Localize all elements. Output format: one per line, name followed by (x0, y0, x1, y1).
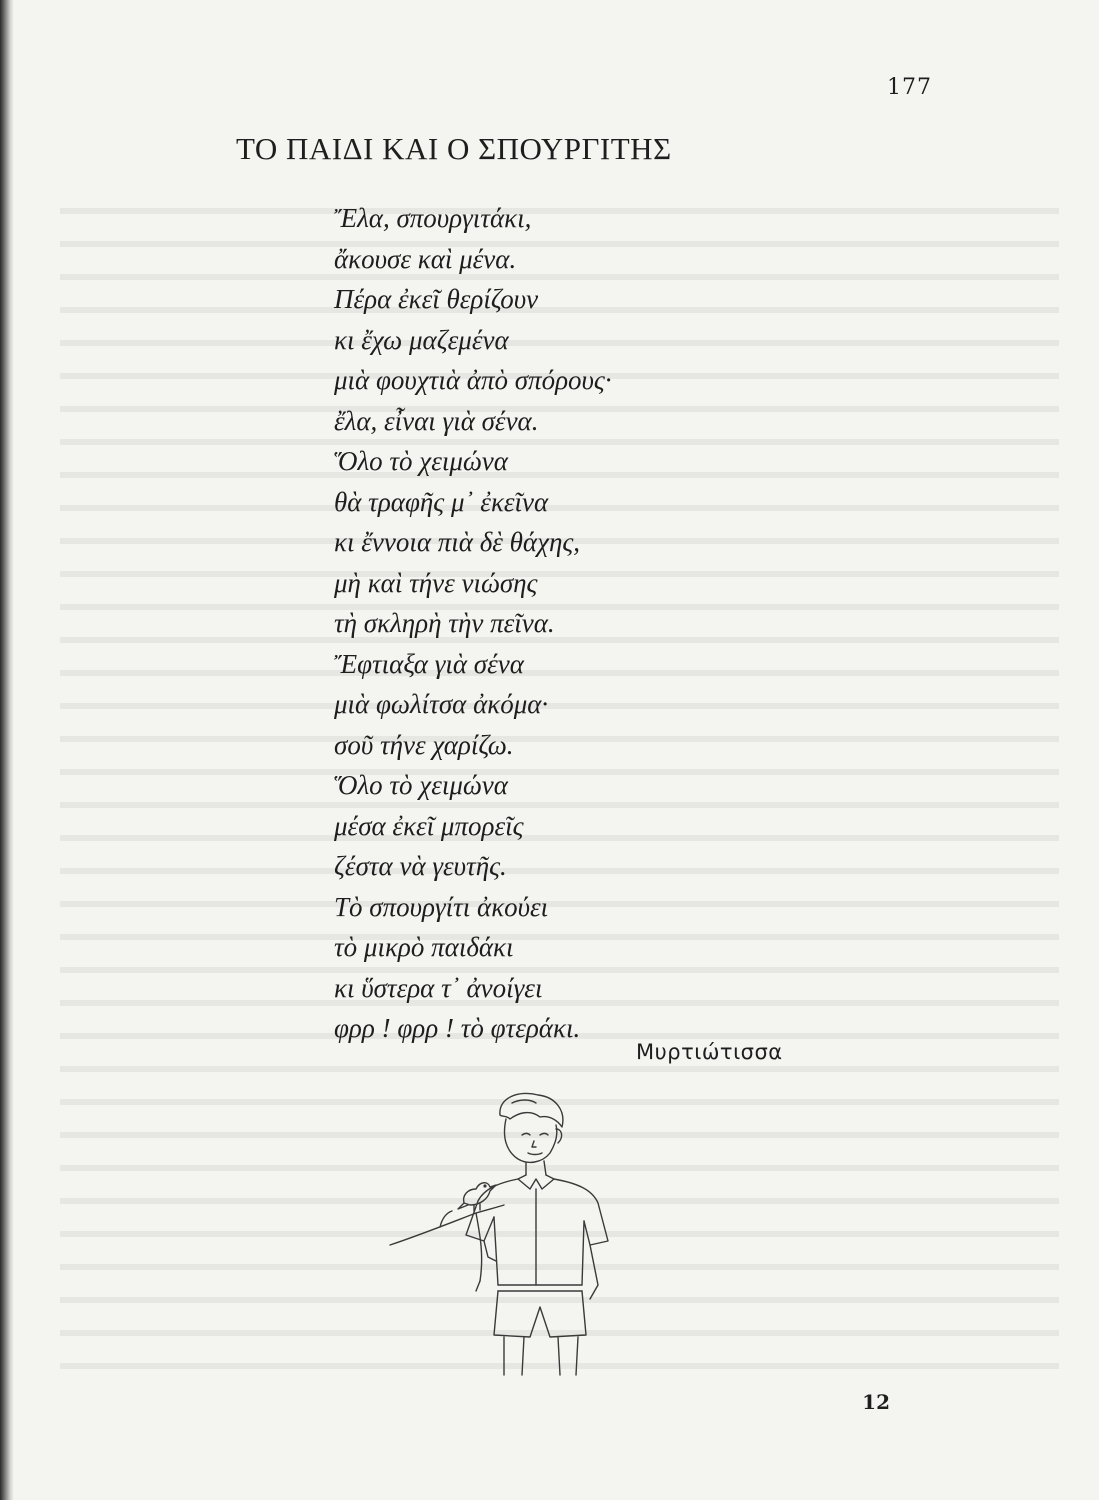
boy-with-sparrow-illustration (380, 1085, 660, 1380)
poem-line: μὴ καὶ τήνε νιώσης (334, 567, 538, 598)
poem-line: ἔλα, εἶναι γιὰ σένα. (334, 405, 539, 436)
poem-line: κι ἔννοια πιὰ δὲ θάχης, (334, 527, 581, 557)
poem-line: μιὰ φωλίτσα ἀκόμα· (334, 689, 549, 719)
poem-line: Ὅλο τὸ χειμώνα (334, 770, 508, 800)
signature-mark: 12 (862, 1390, 890, 1414)
poem-line: Ἔλα, σπουργιτάκι, (334, 203, 532, 233)
poem-line: μιὰ φουχτιὰ ἀπὸ σπόρους· (334, 365, 612, 395)
poem-line: Τὸ σπουργίτι ἀκούει (334, 891, 549, 922)
author-signature: Μυρτιώτισσα (636, 1040, 783, 1064)
page-number: 177 (887, 75, 932, 100)
poem-line: Πέρα ἐκεῖ θερίζουν (334, 284, 539, 314)
poem-line: Ἔφτιαξα γιὰ σένα (334, 648, 524, 679)
poem-line: ζέστα νὰ γευτῆς. (334, 851, 507, 881)
poem-line: τὴ σκληρὴ τὴν πεῖνα. (334, 608, 555, 638)
poem-line: τὸ μικρὸ παιδάκι (334, 932, 514, 962)
poem-line: κι ὕστερα τ᾿ ἀνοίγει (334, 972, 543, 1003)
poem-line: κι ἔχω μαζεμένα (334, 324, 509, 355)
poem-line: θὰ τραφῆς μ᾿ ἐκεῖνα (334, 486, 549, 517)
poem-line: Ὅλο τὸ χειμώνα (334, 446, 508, 476)
poem-body (334, 198, 612, 1049)
poem-line: ἄκουσε καὶ μένα. (334, 243, 517, 274)
poem-line: σοῦ τήνε χαρίζω. (334, 729, 514, 760)
poem-line: μέσα ἐκεῖ μπορεῖς (334, 810, 524, 841)
poem-title: ΤΟ ΠΑΙΔΙ ΚΑΙ Ο ΣΠΟΥΡΓΙΤΗΣ (236, 131, 672, 166)
binding-shadow (0, 0, 14, 1500)
poem-line: φρρ ! φρρ ! τὸ φτεράκι. (334, 1013, 581, 1043)
